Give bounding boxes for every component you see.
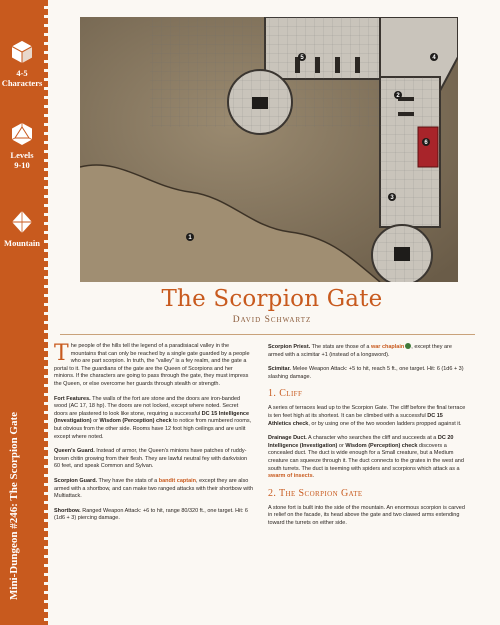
scimitar-paragraph — [268, 366, 467, 381]
fort-features-label: Fort Features. — [54, 395, 91, 402]
room-number-4: 4 — [432, 55, 436, 61]
terrain-label: Mountain — [4, 238, 40, 248]
scorpion-guard-text: They have the stats of a — [97, 477, 159, 484]
drainage-text: A character who searches the cliff and succeeds at a — [306, 435, 438, 442]
scimitar-text: Melee Weapon Attack: +5 to hit, reach 5 ft., one target. Hit: 6 (1d6 + 3) slashing damage. — [268, 366, 464, 380]
drainage-wis: Wisdom (Perception) check — [345, 442, 418, 449]
gate-text: A stone fort is built into the side of the mountain. An enormous scorpion is carved in relief on the facade, its head above the gate and two clawed arms extending toward the turrets on either side. — [268, 504, 465, 526]
queens-guard-label: Queen's Guard. — [54, 448, 95, 455]
shortbow-paragraph — [54, 508, 253, 523]
drainage-label: Drainage Duct. — [268, 435, 307, 442]
sidebar-banner — [0, 0, 44, 625]
cube-icon — [11, 40, 33, 64]
intro-text: he people of the hills tell the legend of a paradisiacal valley in the mountains that can only be reached by a single gate guarded by a people who are part scorpion. In truth, the "valley" is a fey realm, and the gate a portal to it. The guardians of the gate are the Queen of Scorpions and her minions. If the characters are going to pass through the gate, they must impress the Queen, or else overcome her guards through stealth or strength. — [54, 343, 250, 387]
sidebar-edge — [44, 0, 48, 625]
room-number-2: 2 — [396, 93, 400, 99]
cliff-paragraph — [268, 405, 467, 428]
drainage-or: or — [337, 442, 346, 449]
terrain-block — [0, 210, 44, 248]
swarm-of-insects-link[interactable]: swarm of insects — [268, 473, 313, 480]
room-number-3: 3 — [390, 195, 394, 201]
levels-label: Levels 9-10 — [10, 150, 34, 170]
cliff-text-2: , or by using one of the two wooden ladders propped against it. — [308, 420, 462, 427]
right-column — [268, 343, 467, 535]
characters-block — [0, 40, 44, 88]
drainage-paragraph — [268, 435, 467, 481]
fort-features-paragraph — [54, 396, 253, 442]
cliff-text: A series of terraces lead up to the Scorpion Gate. The cliff before the final terrace is ten feet high at its shortest. It can be climbed with a successful — [268, 405, 466, 419]
drainage-end: . — [312, 473, 315, 480]
fort-features-wis: Wisdom (Perception) check — [99, 418, 172, 425]
d20-icon — [11, 122, 33, 146]
scorpion-guard-text-2: , except they are also armed with a shortbow, and can make two ranged attacks with their shortbow with Multiattack. — [54, 477, 254, 500]
scorpion-priest-paragraph — [268, 343, 467, 359]
war-chaplain-link[interactable]: war chaplain — [370, 344, 405, 350]
fort-features-or: or — [91, 418, 100, 425]
drop-cap: T — [54, 341, 69, 366]
fort-features-text-2: to notice from numbered rooms, but obvious from the other side. Rooms have 12 foot high ceilings and are unlit except where noted. — [54, 418, 252, 440]
shortbow-label: Shortbow. — [54, 507, 81, 514]
drainage-text-2: discovers a concealed duct. The duct is wide enough for a Small creature, but a Medium creature can squeeze through it. The duct connects to the grates in the west and south turrets. The duct is teeming with spiders and scorpions which attack as a — [268, 442, 464, 472]
map-south-grate — [394, 247, 410, 261]
drainage-dc: DC 20 Intelligence (Investigation) — [268, 435, 454, 449]
scorpion-priest-text: The stats are those of a — [310, 344, 371, 350]
room-number-5: 5 — [300, 55, 304, 61]
scimitar-label: Scimitar. — [268, 366, 291, 373]
left-column — [54, 343, 253, 530]
d8-icon — [11, 210, 33, 234]
vertical-dungeon-title: Mini-Dungeon #246: The Scorpion Gate — [8, 411, 20, 600]
queens-guard-text: Instead of armor, the Queen's minions have patches of ruddy-brown chitin growing from their flesh. They are lawful neutral fey with darkvision 60 feet, and speak Common and Sylvan. — [54, 448, 248, 470]
room-number-6: 6 — [424, 140, 428, 146]
levels-block — [0, 122, 44, 170]
scorpion-guard-label: Scorpion Guard. — [54, 477, 98, 484]
scorpion-priest-label: Scorpion Priest. — [268, 344, 311, 350]
bandit-captain-link[interactable]: bandit captain — [158, 477, 197, 484]
shortbow-text: Ranged Weapon Attack: +6 to hit, range 80/320 ft., one target. Hit: 6 (1d6 + 3) piercing damage. — [54, 507, 248, 522]
fort-features-text: The walls of the fort are stone and the doors are iron-banded wood (AC 17, 18 hp). The doors are not locked, except where noted. Secret doors are plastered to look like stone, requiring a successful — [54, 395, 241, 417]
map-illustration — [80, 17, 458, 282]
heading-cliff: 1. Cliff — [268, 388, 303, 400]
cliff-dc: DC 15 Athletics check — [268, 412, 443, 427]
scorpion-priest-text-2: , except they are armed with a scimitar +1 (instead of a longsword). — [268, 344, 452, 358]
map-red-carpet — [418, 127, 438, 167]
fort-features-dc: DC 15 Intelligence (Investigation) — [54, 410, 250, 425]
page-title: The Scorpion Gate — [161, 286, 383, 312]
scorpion-guard-paragraph — [54, 478, 253, 501]
gate-paragraph — [268, 505, 467, 528]
dungeon-map — [80, 17, 458, 282]
room-number-1: 1 — [188, 235, 192, 241]
intro-paragraph — [54, 343, 253, 389]
title-divider — [60, 334, 475, 335]
characters-label: 4-5 Characters — [1, 68, 43, 88]
map-west-grate — [252, 97, 268, 109]
author-byline: David Schwartz — [232, 315, 312, 325]
heading-scorpion-gate: 2. The Scorpion Gate — [268, 487, 363, 499]
queens-guard-paragraph — [54, 448, 253, 471]
